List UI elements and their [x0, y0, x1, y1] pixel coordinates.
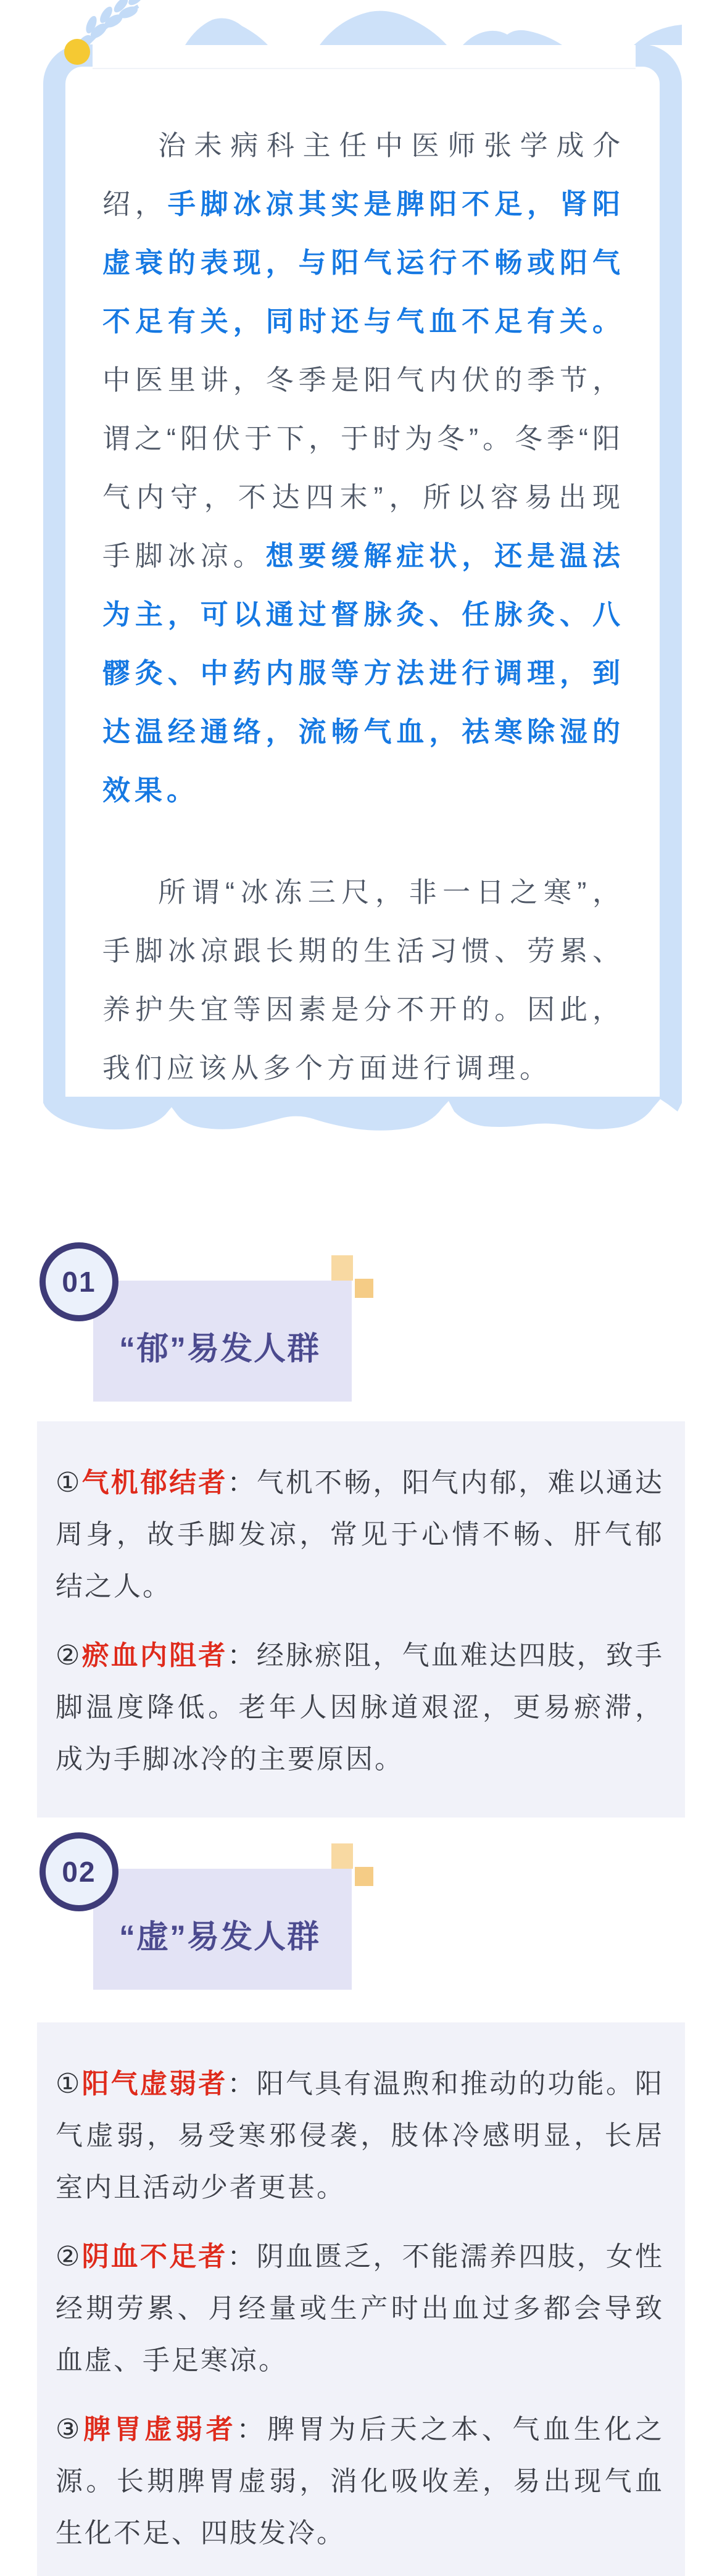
item-number-marker: ②	[56, 1640, 82, 1671]
orange-square-decoration	[331, 1843, 353, 1869]
intro-paragraph-2	[102, 863, 624, 1097]
item-number-marker: ①	[56, 2069, 82, 2099]
list-item	[56, 1630, 664, 1785]
section-02-title-box	[93, 1869, 352, 1990]
text-segment-dark: 治未病科主任中医师张学成介绍，	[102, 130, 624, 220]
item-colon: ：	[227, 2242, 257, 2272]
section-02-number-badge	[39, 1832, 118, 1911]
intro-text-block	[102, 116, 624, 1097]
text-segment-dark: 所谓“冰冻三尺，非一日之寒”，手脚冰凉跟长期的生活习惯、劳累、养护失宜等因素是分不开的。因此，我们应该从多个方面进行调理。	[102, 876, 624, 1084]
list-item	[56, 2404, 664, 2559]
orange-square-decoration	[355, 1279, 373, 1298]
yellow-dot-decoration	[64, 39, 90, 65]
risk-group-card-yu	[37, 1421, 685, 1818]
text-segment-dark: 中医里讲，冬季是阳气内伏的季节，谓之“阳伏于下，于时为冬”。冬季“阳气内守，不达四末”，所以容易出现手脚冰凉。	[102, 364, 624, 571]
item-text: 阴血匮乏，不能濡养四肢，女性经期劳累、月经量或生产时出血过多都会导致血虚、手足寒凉。	[56, 2242, 665, 2375]
item-text: 经脉瘀阻，气血难达四肢，致手脚温度降低。老年人因脉道艰涩，更易瘀滞，成为手脚冰冷的主要原因。	[56, 1640, 665, 1774]
orange-square-decoration	[355, 1867, 373, 1886]
item-number-marker: ②	[56, 2242, 82, 2272]
list-item	[56, 2058, 664, 2214]
frame-top-gap	[93, 43, 636, 69]
section-01-number-badge	[39, 1242, 118, 1321]
item-label: 脾胃虚弱者	[83, 2414, 237, 2445]
risk-group-card-xu	[37, 2022, 685, 2576]
item-colon: ：	[227, 1468, 257, 1498]
item-label: 阳气虚弱者	[81, 2069, 228, 2099]
section-title: “郁”易发人群	[119, 1331, 321, 1367]
intro-paragraph-1	[102, 116, 624, 820]
cloud-decoration-bottom	[43, 1097, 682, 1132]
list-item	[56, 2231, 664, 2387]
text-segment-blue: 想要缓解症状，还是温法为主，可以通过督脉灸、任脉灸、八髎灸、中药内服等方法进行调理，到达温经通络，流畅气血，祛寒除湿的效果。	[102, 540, 624, 806]
section-title: “虚”易发人群	[119, 1919, 321, 1955]
section-number: 01	[62, 1266, 96, 1298]
section-01-title-box	[93, 1281, 352, 1402]
item-colon: ：	[227, 1640, 257, 1671]
orange-square-decoration	[331, 1255, 353, 1281]
text-segment-blue: 手脚冰凉其实是脾阳不足，肾阳虚衰的表现，与阳气运行不畅或阳气不足有关，同时还与气血不足有关。	[102, 188, 624, 337]
item-text: 阳气具有温煦和推动的功能。阳气虚弱，易受寒邪侵袭，肢体冷感明显，长居室内且活动少者更甚。	[56, 2069, 665, 2203]
item-number-marker: ③	[56, 2414, 84, 2445]
item-label: 气机郁结者	[81, 1468, 228, 1498]
item-label: 瘀血内阻者	[81, 1640, 228, 1671]
item-colon: ：	[227, 2069, 257, 2099]
list-item	[56, 1457, 664, 1613]
item-number-marker: ①	[56, 1468, 82, 1498]
item-colon: ：	[236, 2414, 268, 2445]
item-label: 阴血不足者	[81, 2242, 228, 2272]
item-text: 气机不畅，阳气内郁，难以通达周身，故手脚发凉，常见于心情不畅、肝气郁结之人。	[56, 1468, 665, 1602]
section-number: 02	[62, 1856, 96, 1888]
item-text: 脾胃为后天之本、气血生化之源。长期脾胃虚弱，消化吸收差，易出现气血生化不足、四肢发冷。	[56, 2414, 665, 2548]
